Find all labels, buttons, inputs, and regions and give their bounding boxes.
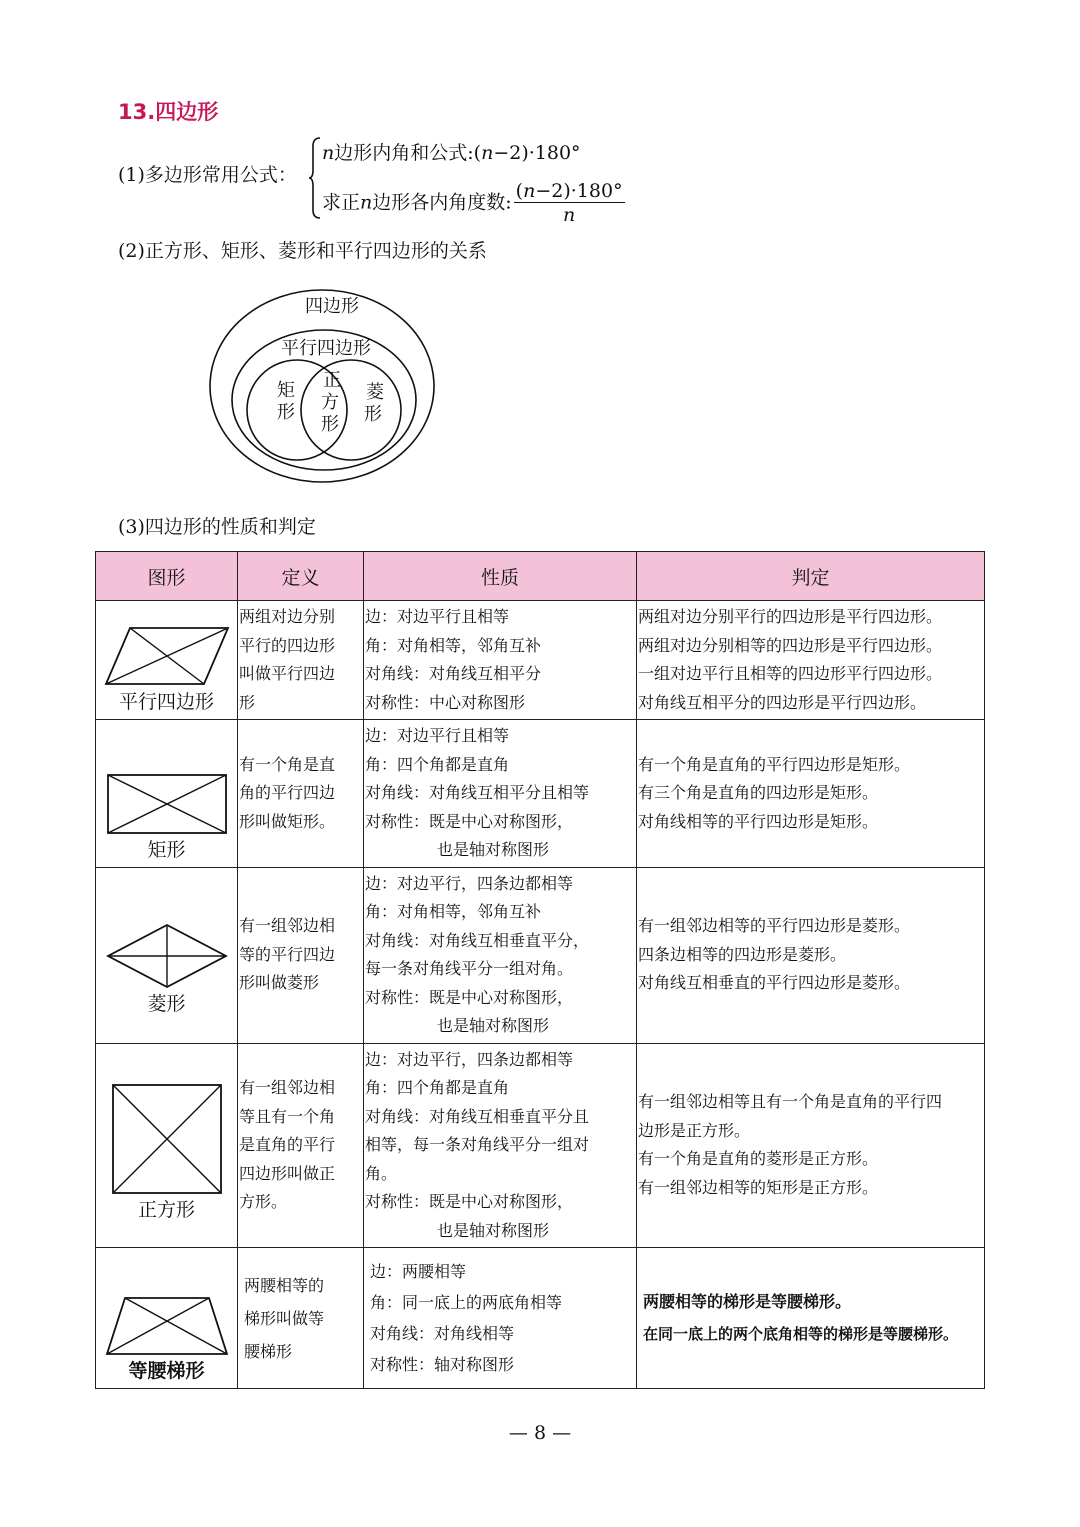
criteria-cell: 有一组邻边相等的平行四边形是菱形。 四条边相等的四边形是菱形。 对角线互相垂直的平行四边形是菱形。 — [637, 867, 985, 1043]
header-criteria: 判定 — [637, 552, 985, 601]
venn-label-parallelogram: 平行四边形 — [281, 338, 371, 359]
rhombus-icon — [106, 923, 228, 989]
parallelogram-icon — [102, 625, 232, 687]
header-properties: 性质 — [364, 552, 637, 601]
section-title: 13.四边形 — [118, 100, 219, 124]
page-number: — 8 — — [508, 1422, 572, 1444]
trapezoid-icon — [105, 1296, 229, 1356]
properties-cell: 边：对边平行且相等 角：四个角都是直角 对角线：对角线互相平分且相等 对称性：既是中心对称图形， 也是轴对称图形 — [364, 720, 637, 868]
definition-cell: 有一个角是直 角的平行四边 形叫做矩形。 — [238, 720, 364, 868]
venn-label-square-2: 方 — [321, 392, 339, 413]
venn-diagram — [200, 282, 450, 497]
figure-name: 等腰梯形 — [128, 1360, 205, 1382]
venn-label-square-3: 形 — [321, 414, 339, 435]
brace-icon — [308, 136, 322, 220]
properties-cell: 边：对边平行且相等 角：对角相等，邻角互补 对角线：对角线互相平分 对称性：中心对称图形 — [364, 601, 637, 720]
quadrilateral-table — [95, 551, 985, 1389]
table-row — [96, 720, 985, 868]
header-figure: 图形 — [96, 552, 238, 601]
table-row — [96, 601, 985, 720]
figure-cell — [96, 720, 238, 868]
figure-name: 平行四边形 — [118, 691, 214, 713]
venn-label-rhombus-2: 形 — [364, 404, 382, 425]
venn-label-square-1: 正 — [323, 370, 341, 391]
table-row — [96, 867, 985, 1043]
definition-cell: 两组对边分别 平行的四边形 叫做平行四边 形 — [238, 601, 364, 720]
table-header-row — [96, 552, 985, 601]
formula-interior-sum: n边形内角和公式:(n−2)·180° — [322, 142, 581, 164]
properties-cell: 边：对边平行，四条边都相等 角：对角相等，邻角互补 对角线：对角线互相垂直平分， 每一条对角线平分一组对角。 对称性：既是中心对称图形， 也是轴对称图形 — [364, 867, 637, 1043]
figure-name: 菱形 — [147, 992, 186, 1015]
header-definition: 定义 — [238, 552, 364, 601]
figure-cell — [96, 1248, 238, 1389]
figure-name: 正方形 — [137, 1199, 195, 1221]
figure-cell — [96, 601, 238, 720]
table-heading: (3)四边形的性质和判定 — [118, 516, 316, 538]
definition-cell: 有一组邻边相 等且有一个角 是直角的平行 四边形叫做正 方形。 — [238, 1043, 364, 1248]
properties-cell: 边：对边平行，四条边都相等 角：四个角都是直角 对角线：对角线互相垂直平分且 相等，每一条对角线平分一组对 角。 对称性：既是中心对称图形， 也是轴对称图形 — [364, 1043, 637, 1248]
criteria-cell: 两腰相等的梯形是等腰梯形。 在同一底上的两个底角相等的梯形是等腰梯形。 — [637, 1248, 985, 1389]
square-icon — [111, 1083, 223, 1195]
venn-label-rectangle-2: 形 — [277, 402, 295, 423]
criteria-cell: 有一个角是直角的平行四边形是矩形。 有三个角是直角的四边形是矩形。 对角线相等的平行四边形是矩形。 — [637, 720, 985, 868]
figure-cell — [96, 867, 238, 1043]
table-row — [96, 1248, 985, 1389]
table-row — [96, 1043, 985, 1248]
venn-label-rhombus-1: 菱 — [366, 382, 384, 403]
fraction: $\frac{(n-2)\cdot 180^\circ}{n}$ — [515, 180, 623, 226]
formula-each-angle: 求正n边形各内角度数: $\frac{(n-2)\cdot 180^\circ}{n}$ — [322, 180, 623, 226]
venn-label-quadrilateral: 四边形 — [305, 296, 359, 317]
figure-cell — [96, 1043, 238, 1248]
criteria-cell: 有一组邻边相等且有一个角是直角的平行四 边形是正方形。 有一个角是直角的菱形是正方形。 有一组邻边相等的矩形是正方形。 — [637, 1043, 985, 1248]
relation-heading: (2)正方形、矩形、菱形和平行四边形的关系 — [118, 240, 487, 262]
properties-cell: 边：两腰相等 角：同一底上的两底角相等 对角线：对角线相等 对称性：轴对称图形 — [364, 1248, 637, 1389]
formula-label: (1)多边形常用公式： — [118, 164, 297, 186]
criteria-cell: 两组对边分别平行的四边形是平行四边形。 两组对边分别相等的四边形是平行四边形。 一组对边平行且相等的四边形平行四边形。 对角线互相平分的四边形是平行四边形。 — [637, 601, 985, 720]
figure-name: 矩形 — [147, 838, 186, 861]
definition-cell: 有一组邻边相 等的平行四边 形叫做菱形 — [238, 867, 364, 1043]
venn-label-rectangle-1: 矩 — [277, 380, 295, 401]
rectangle-icon — [106, 773, 228, 835]
definition-cell: 两腰相等的 梯形叫做等 腰梯形 — [238, 1248, 364, 1389]
